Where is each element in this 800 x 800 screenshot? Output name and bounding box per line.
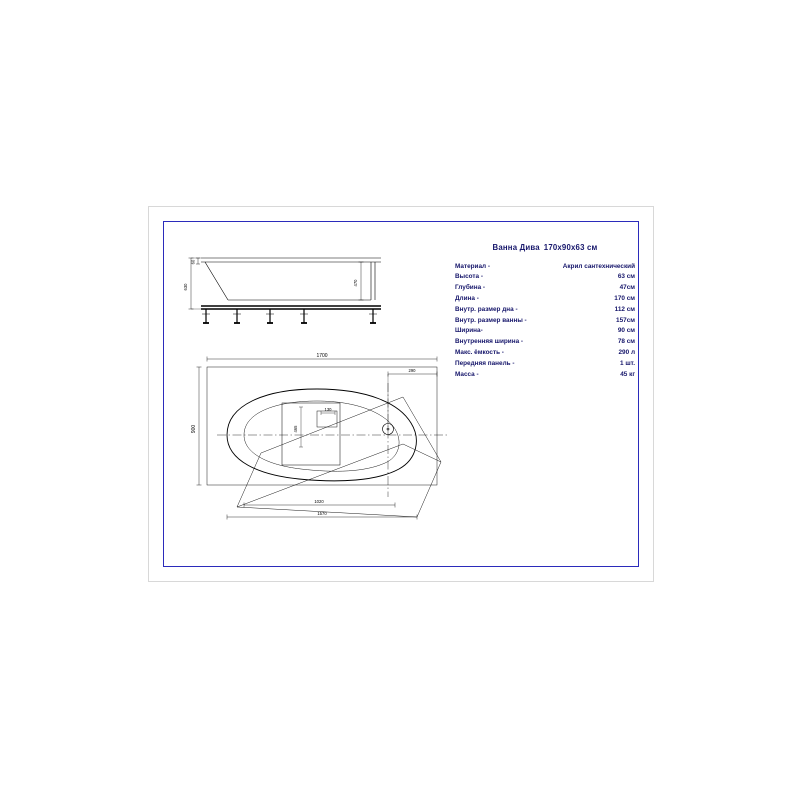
- dim-width: 900: [191, 424, 197, 434]
- spec-label: Макс. ёмкость -: [455, 348, 504, 356]
- spec-value: 45 кг: [620, 370, 635, 378]
- spec-value: 90 см: [617, 327, 635, 335]
- spec-value: 1 шт.: [620, 359, 635, 367]
- spec-value: 290 л: [618, 348, 635, 356]
- table-row: [455, 272, 635, 283]
- dim-inner-detail-a: 465: [293, 425, 298, 433]
- dim-overall-height: 630: [183, 283, 188, 291]
- table-row: [455, 261, 635, 272]
- spec-label: Внутр. размер дна -: [455, 305, 518, 313]
- spec-label: Внутренняя ширина -: [455, 338, 524, 346]
- drawing-sheet: [148, 206, 654, 582]
- drawing-title: [455, 243, 635, 252]
- spec-label: Ширина-: [455, 327, 483, 335]
- spec-value: 47см: [619, 284, 635, 292]
- spec-value: 170 см: [614, 294, 635, 302]
- specification-block: [455, 243, 635, 380]
- table-row: [455, 358, 635, 369]
- dim-rim-height: 60: [190, 259, 196, 265]
- table-row: [455, 315, 635, 326]
- table-row: [455, 326, 635, 337]
- spec-value: Акрил сантехнический: [562, 262, 635, 270]
- table-row: [455, 304, 635, 315]
- product-model: 170x90x63 см: [543, 243, 598, 252]
- dim-inner-detail-b: 130: [324, 407, 332, 412]
- table-row: [455, 337, 635, 348]
- spec-label: Материал -: [455, 262, 490, 270]
- spec-label: Масса -: [455, 370, 479, 378]
- table-row: [455, 283, 635, 294]
- dim-bottom-length: 1020: [314, 499, 324, 504]
- table-row: [455, 369, 635, 380]
- spec-label: Глубина -: [455, 284, 486, 292]
- table-row: [455, 347, 635, 358]
- product-name: Ванна Дива: [492, 243, 540, 252]
- table-row: [455, 293, 635, 304]
- dim-inner-depth: 470: [353, 279, 358, 287]
- specs-table: [455, 261, 635, 380]
- spec-value: 157см: [616, 316, 635, 324]
- dim-length: 1700: [316, 353, 328, 359]
- dim-inner-length: 1570: [317, 511, 327, 516]
- spec-label: Длина -: [455, 294, 479, 302]
- spec-label: Высота -: [455, 273, 483, 281]
- spec-value: 112 см: [614, 305, 635, 313]
- spec-label: Передняя панель -: [455, 359, 515, 367]
- spec-label: Внутр. размер ванны -: [455, 316, 527, 324]
- dim-drain-offset: 290: [408, 368, 416, 373]
- spec-value: 63 см: [617, 273, 635, 281]
- spec-value: 78 см: [617, 338, 635, 346]
